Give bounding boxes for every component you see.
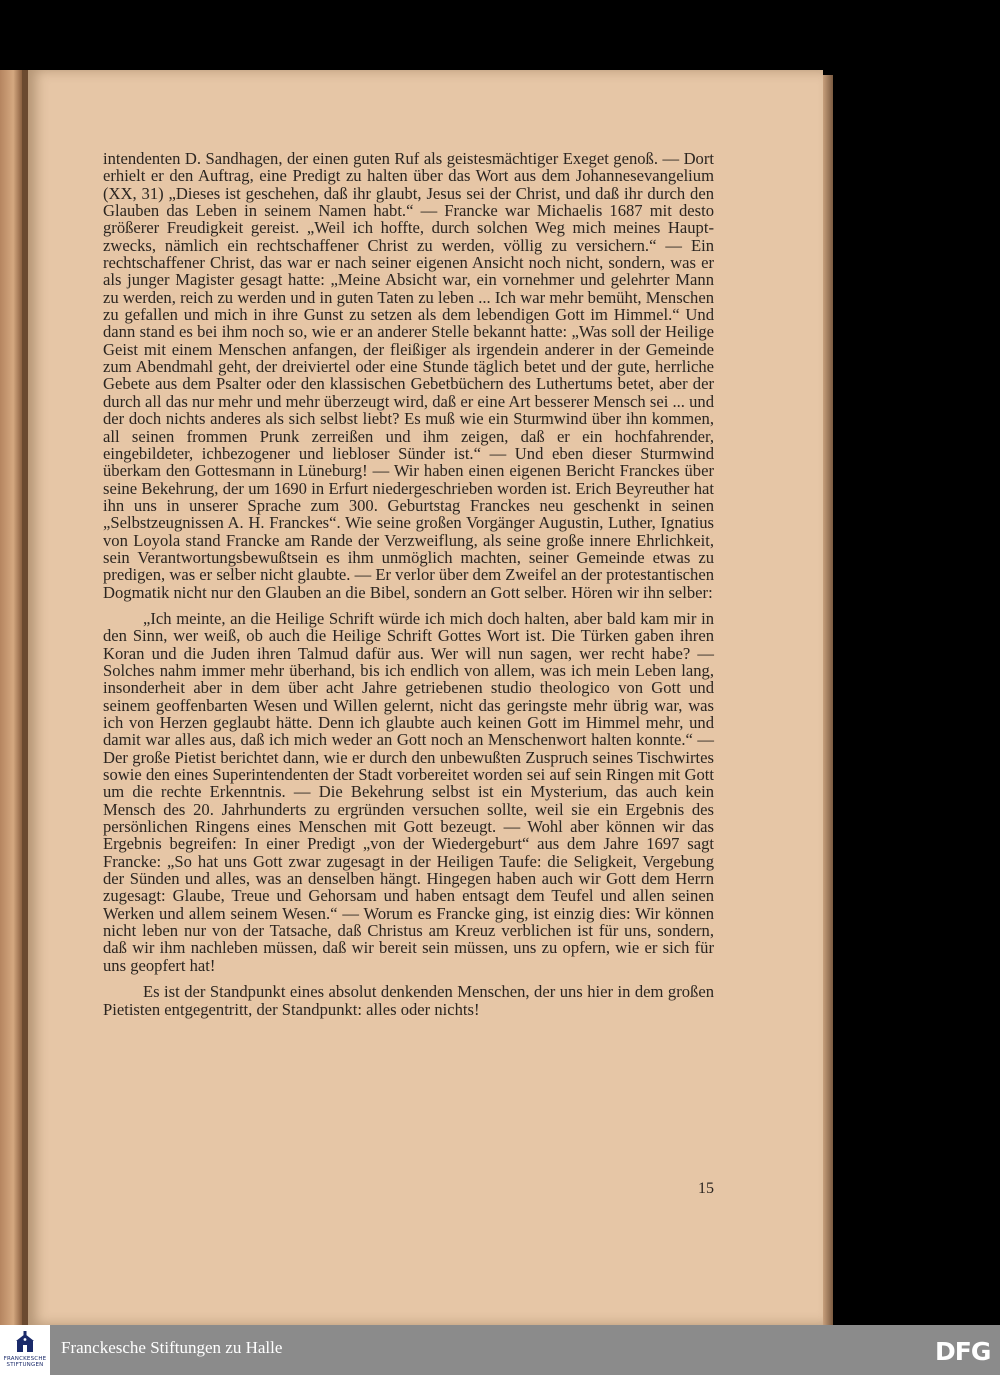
logo-text-line-2: STIFTUNGEN xyxy=(6,1362,44,1368)
paragraph-2: „Ich meinte, an die Heilige Schrift würde ich mich doch halten, aber bald kam mir in den Sinn, wer weiß, ob auch die Heilige Schrift Gottes Wort ist. Die Türken gaben ihren Koran und die Juden ihren Talmud dafür aus. Wer will nun sagen, wer recht habe? — Solches nahm immer mehr überhand, bis ich endlich von allem, was ich mein Leben lang, insonderheit aber in dem über acht Jahre getriebenen studio theologico von Gott und seinem geoffenbarten Wesen und Willen gelernt, nicht das geringste mehr übrig war, was ich von Herzen geglaubt hätte. Denn ich glaubte auch keinen Gott im Himmel mehr, und damit war alles aus, daß ich mich weder an Gott noch an Menschenwort halten konnte.“ — Der große Pietist berichtet dann, wie er durch den unbewußten Zuspruch seines Tischwirtes sowie den eines Superintendenten der Stadt vorbereitet worden sei auf sein Ringen mit Gott um die rechte Erkenntnis. — Die Bekehrung selbst ist ein Mysterium, das auch kein Mensch des 20. Jahrhunderts zu ergründen versuchen sollte, weil sie ein Ergebnis des persönlichen Ringens eines Menschen mit Gott bezeugt. — Wohl aber können wir das Ergebnis begreifen: In einer Predigt „von der Wiedergeburt“ aus dem Jahre 1697 sagt Francke: „So hat uns Gott zwar zugesagt in der Heiligen Taufe: die Seligkeit, Vergebung der Sünden und alles, was an denselben hängt. Hingegen haben auch wir Gott dem Herrn zugesagt: Glaube, Treue und Gehorsam und haben entsagt dem Teufel und allen seinen Werken und allem seinem Wesen.“ — Worum es Francke ging, ist einzig dies: Wir können nicht leben nur von der Tatsache, daß Christus am Kreuz verblichen ist für uns, sondern, daß wir ihm nachleben müssen, daß wir bereit sein müssen, uns zu opfern, wie er sich für uns geopfert hat! xyxy=(103,608,714,975)
paragraph-1: intendenten D. Sandhagen, der einen guten Ruf als geistesmächtiger Exeget genoß. — Dort erhielt er den Auftrag, eine Predigt zu halten über das Wort aus dem Johannesevangelium (XX, 31) „Dieses ist geschehen, daß ihr glaubt, Jesus sei der Christ, und daß ihr durch den Glauben das Leben in seinem Namen habt.“ — Francke war Michaelis 1687 mit desto größerer Freudigkeit gereist. „Weil ich hoffte, durch solchen Weg mich meines Hauptzwecks, nämlich ein rechtschaffener Christ zu werden, völlig zu versichern.“ — Ein rechtschaffener Christ, das war er nach seiner eigenen Ansicht noch nicht, sondern, was er als junger Magister gesagt hatte: „Meine Absicht war, ein vornehmer und gelehrter Mann zu werden, reich zu werden und in guten Taten zu leben ... Ich war mehr bemüht, Menschen zu gefallen und mich in ihre Gunst zu setzen als dem lebendigen Gott im Himmel.“ Und dann stand es bei ihm noch so, wie er an anderer Stelle bekannt hatte: „Was soll der Heilige Geist mit einem Menschen anfangen, der fleißiger als irgendein anderer in der Gemeinde zum Abendmahl geht, der dreiviertel oder eine Stunde täglich betet und der gute, herrliche Gebete aus dem Psalter oder den klassischen Gebetbüchern des Luthertums betet, aber der durch all das nur mehr und mehr überzeugt wird, daß er eine Art besserer Mensch sei ... und der doch nichts anderes als sich selbst liebt? Es muß wie ein Sturmwind über ihn kommen, all seinen frommen Prunk zerreißen und ihm zeigen, daß er ein hochfahrender, eingebildeter, ichbezogener und liebloser Sünder ist.“ — Und eben dieser Sturmwind überkam den Gottesmann in Lüneburg! — Wir haben einen eigenen Bericht Franckes über seine Bekehrung, der um 1690 in Erfurt niedergeschrieben worden ist. Erich Beyreuther hat ihn uns in unserer Sprache zum 300. Geburtstag Franckes neu geschenkt in seinen „Selbstzeugnissen A. H. Franckes“. Wie seine großen Vorgänger Augustin, Luther, Ignatius von Loyola stand Francke am Rande der Verzweiflung, als seine große innere Ehrlichkeit, sein Verantwortungsbewußtsein es ihm unmöglich machten, seiner Gemeinde etwas zu predigen, was er selber nicht glaubte. — Er verlor über dem Zweifel an der protestantischen Dogmatik nicht nur den Glauben an die Bibel, sondern an Gott selber. Hören wir ihn selber: xyxy=(103,149,714,602)
orphanage-emblem-icon xyxy=(15,1331,35,1353)
dfg-logo-text: DFG xyxy=(935,1337,991,1365)
page-edge xyxy=(823,75,833,1325)
left-page-edge xyxy=(0,70,22,1325)
logo-text xyxy=(0,1356,50,1368)
viewer-footer xyxy=(0,1325,1000,1375)
institution-logo[interactable] xyxy=(0,1325,50,1375)
body-text xyxy=(103,150,714,1018)
footer-title[interactable]: Franckesche Stiftungen zu Halle xyxy=(61,1338,283,1357)
page-number: 15 xyxy=(698,1180,714,1197)
paragraph-3: Es ist der Standpunkt eines absolut denkenden Menschen, der uns hier in dem großen Pietisten entgegentritt, der Standpunkt: alles oder nichts! xyxy=(103,982,714,1019)
dfg-logo-icon[interactable] xyxy=(935,1335,993,1365)
logo-text-line-1: FRANCKESCHE xyxy=(3,1356,47,1362)
